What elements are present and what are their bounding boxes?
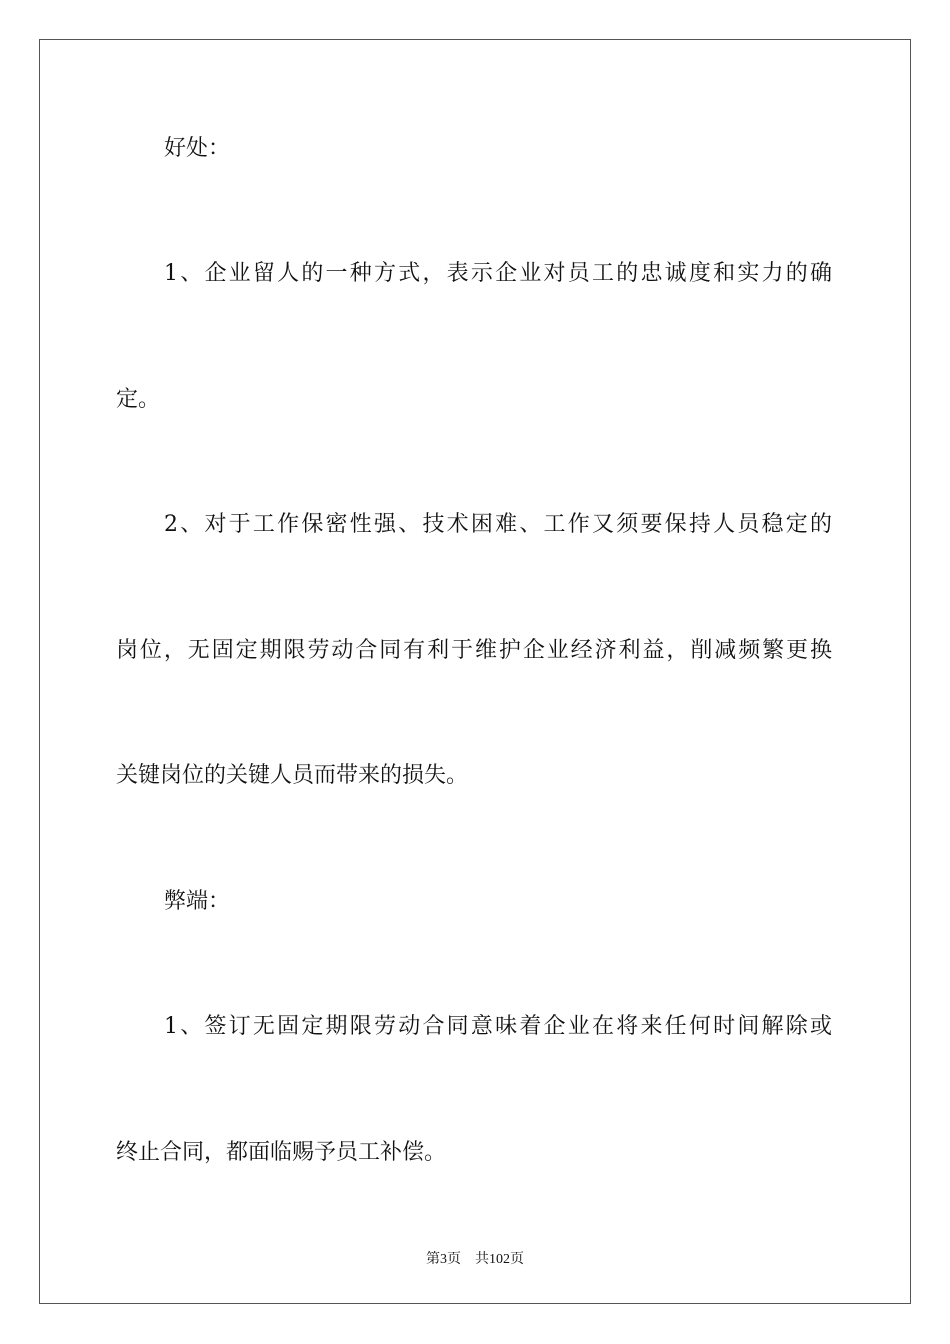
- paragraph-text-line: 终止合同，都面临赐予员工补偿。: [116, 1140, 447, 1165]
- paragraph-text-line: 岗位，无固定期限劳动合同有利于维护企业经济利益，削减频繁更换: [116, 638, 832, 663]
- paragraph-text-line: 1、签订无固定期限劳动合同意味着企业在将来任何时间解除或: [164, 1014, 832, 1039]
- section-heading-advantages: 好处：: [164, 136, 231, 161]
- page-number: 第3页: [426, 1252, 461, 1267]
- paragraph-text-line: 关键岗位的关键人员而带来的损失。: [116, 763, 469, 788]
- page-total: 共102页: [475, 1252, 524, 1267]
- paragraph-text-line: 定。: [116, 387, 161, 412]
- paragraph-text-line: 1、企业留人的一种方式，表示企业对员工的忠诚度和实力的确: [164, 261, 832, 286]
- paragraph-text-line: 2、对于工作保密性强、技术困难、工作又须要保持人员稳定的: [164, 512, 832, 537]
- page-frame: [39, 39, 911, 1304]
- page-footer: [0, 1248, 950, 1268]
- section-heading-disadvantages: 弊端：: [164, 889, 231, 914]
